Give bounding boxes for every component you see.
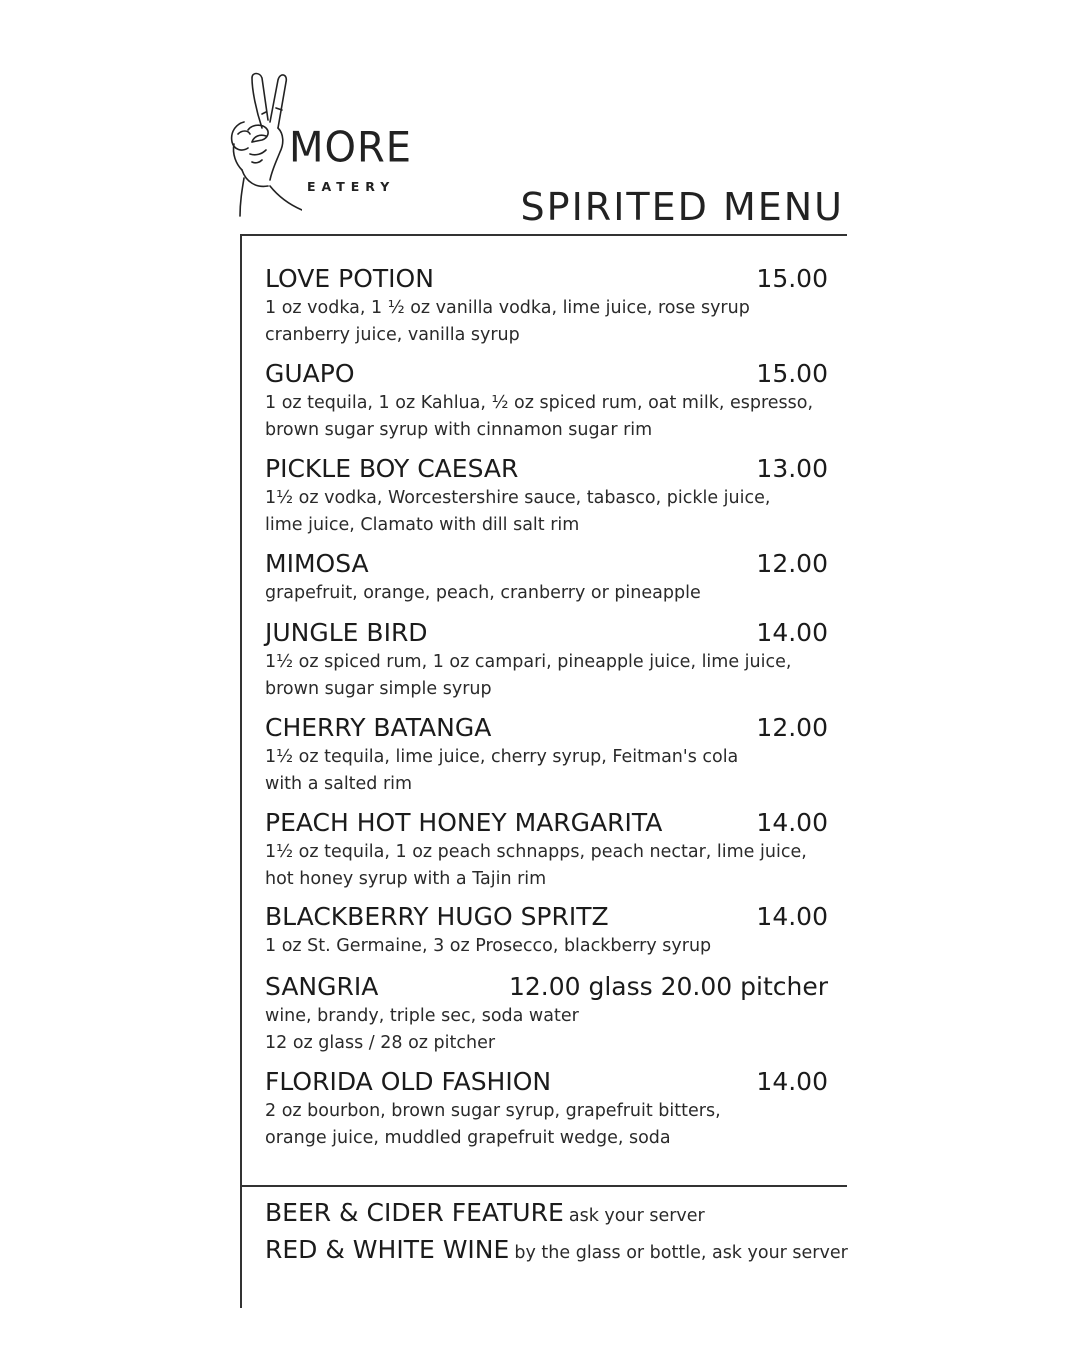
menu-item xyxy=(265,264,830,348)
item-description: 12 oz glass / 28 oz pitcher xyxy=(265,1033,496,1053)
menu-item xyxy=(265,972,830,1056)
menu-item xyxy=(265,359,830,443)
menu-item xyxy=(265,808,830,892)
item-description: brown sugar syrup with cinnamon sugar rim xyxy=(265,420,653,440)
item-price: 14.00 xyxy=(756,618,828,647)
item-name: SANGRIA xyxy=(265,972,379,1001)
footer-title: BEER & CIDER FEATURE xyxy=(265,1198,564,1227)
menu-item xyxy=(265,549,830,606)
item-name: CHERRY BATANGA xyxy=(265,713,492,742)
item-price: 15.00 xyxy=(756,359,828,388)
top-divider xyxy=(240,234,847,236)
item-description: 2 oz bourbon, brown sugar syrup, grapefruit bitters, xyxy=(265,1101,721,1121)
menu-item xyxy=(265,713,830,797)
item-description: with a salted rim xyxy=(265,774,413,794)
item-name: LOVE POTION xyxy=(265,264,434,293)
menu-title: SPIRITED MENU xyxy=(520,185,844,229)
item-description: 1½ oz tequila, 1 oz peach schnapps, peach nectar, lime juice, xyxy=(265,842,807,862)
brand-logo xyxy=(222,70,442,225)
item-description: orange juice, muddled grapefruit wedge, soda xyxy=(265,1128,671,1148)
item-name: BLACKBERRY HUGO SPRITZ xyxy=(265,902,609,931)
brand-name: MORE xyxy=(289,123,413,173)
item-name: PICKLE BOY CAESAR xyxy=(265,454,519,483)
bottom-divider xyxy=(240,1185,847,1187)
item-description: 1 oz tequila, 1 oz Kahlua, ½ oz spiced rum, oat milk, espresso, xyxy=(265,393,814,413)
item-description: 1½ oz spiced rum, 1 oz campari, pineapple juice, lime juice, xyxy=(265,652,792,672)
item-price: 12.00 xyxy=(756,713,828,742)
item-price: 14.00 xyxy=(756,1067,828,1096)
item-description: hot honey syrup with a Tajin rim xyxy=(265,869,547,889)
brand-subtitle: EATERY xyxy=(307,179,396,194)
item-description: 1½ oz vodka, Worcestershire sauce, tabasco, pickle juice, xyxy=(265,488,771,508)
item-description: 1½ oz tequila, lime juice, cherry syrup, Feitman's cola xyxy=(265,747,739,767)
footer-line xyxy=(265,1198,865,1227)
footer-title: RED & WHITE WINE xyxy=(265,1235,510,1264)
item-description: brown sugar simple syrup xyxy=(265,679,492,699)
item-description: 1 oz vodka, 1 ½ oz vanilla vodka, lime juice, rose syrup xyxy=(265,298,750,318)
menu-item xyxy=(265,454,830,538)
item-price: 15.00 xyxy=(756,264,828,293)
item-description: cranberry juice, vanilla syrup xyxy=(265,325,520,345)
item-price: 13.00 xyxy=(756,454,828,483)
footer-line xyxy=(265,1235,865,1264)
item-price: 14.00 xyxy=(756,902,828,931)
footer-note: by the glass or bottle, ask your server xyxy=(514,1243,848,1263)
item-price: 14.00 xyxy=(756,808,828,837)
menu-item xyxy=(265,618,830,702)
item-name: JUNGLE BIRD xyxy=(265,618,428,647)
item-name: MIMOSA xyxy=(265,549,369,578)
item-name: PEACH HOT HONEY MARGARITA xyxy=(265,808,663,837)
item-description: 1 oz St. Germaine, 3 oz Prosecco, blackberry syrup xyxy=(265,936,712,956)
item-description: wine, brandy, triple sec, soda water xyxy=(265,1006,579,1026)
item-description: lime juice, Clamato with dill salt rim xyxy=(265,515,580,535)
left-divider xyxy=(240,234,242,1308)
item-price: 12.00 glass 20.00 pitcher xyxy=(508,972,828,1001)
item-name: GUAPO xyxy=(265,359,355,388)
menu-item xyxy=(265,1067,830,1151)
item-price: 12.00 xyxy=(756,549,828,578)
item-name: FLORIDA OLD FASHION xyxy=(265,1067,552,1096)
menu-item xyxy=(265,902,830,959)
footer-note: ask your server xyxy=(568,1206,705,1226)
item-description: grapefruit, orange, peach, cranberry or pineapple xyxy=(265,583,701,603)
